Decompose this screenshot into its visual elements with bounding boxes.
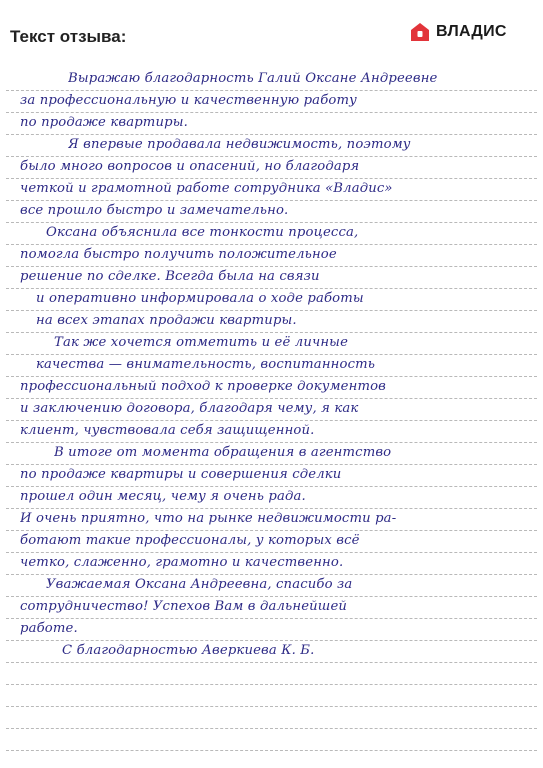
ruled-line <box>6 706 537 707</box>
review-line: все прошло быстро и замечательно. <box>20 203 289 218</box>
review-line: на всех этапах продажи квартиры. <box>36 313 297 328</box>
ruled-line <box>6 222 537 223</box>
logo-text: ВЛАДИС <box>436 23 507 40</box>
ruled-line <box>6 90 537 91</box>
review-line: и оперативно информировала о ходе работы <box>36 291 364 306</box>
ruled-line <box>6 420 537 421</box>
ruled-line <box>6 618 537 619</box>
ruled-line <box>6 750 537 751</box>
ruled-line <box>6 552 537 553</box>
review-line: и заключению договора, благодаря чему, я как <box>20 401 359 416</box>
signature-line: С благодарностью Аверкиева К. Б. <box>62 643 315 658</box>
ruled-line <box>6 376 537 377</box>
handwritten-review <box>6 55 537 768</box>
ruled-line <box>6 112 537 113</box>
ruled-line <box>6 310 537 311</box>
review-line: И очень приятно, что на рынке недвижимости ра- <box>20 511 397 526</box>
review-line: Оксана объяснила все тонкости процесса, <box>46 225 359 240</box>
ruled-line <box>6 200 537 201</box>
ruled-line <box>6 530 537 531</box>
ruled-line <box>6 508 537 509</box>
ruled-line <box>6 134 537 135</box>
review-line: четко, слаженно, грамотно и качественно. <box>20 555 344 570</box>
review-line: было много вопросов и опасений, но благодаря <box>20 159 360 174</box>
ruled-line <box>6 574 537 575</box>
review-line: Выражаю благодарность Галий Оксане Андреевне <box>68 71 438 86</box>
review-line: за профессиональную и качественную работу <box>20 93 357 108</box>
review-line: работе. <box>20 621 78 636</box>
ruled-line <box>6 486 537 487</box>
ruled-line <box>6 354 537 355</box>
ruled-line <box>6 156 537 157</box>
review-line: В итоге от момента обращения в агентство <box>54 445 392 460</box>
ruled-line <box>6 728 537 729</box>
ruled-line <box>6 178 537 179</box>
house-logo-icon <box>410 22 430 42</box>
review-line: Я впервые продавала недвижимость, поэтому <box>68 137 411 152</box>
ruled-line <box>6 244 537 245</box>
review-line: решение по сделке. Всегда была на связи <box>20 269 320 284</box>
ruled-line <box>6 662 537 663</box>
header-title: Текст отзыва: <box>10 27 127 46</box>
review-line: Так же хочется отметить и её личные <box>54 335 349 350</box>
ruled-line <box>6 398 537 399</box>
vladis-logo <box>410 22 507 42</box>
review-line: качества — внимательность, воспитанность <box>36 357 376 372</box>
review-line: по продаже квартиры. <box>20 115 188 130</box>
ruled-line <box>6 464 537 465</box>
ruled-line <box>6 684 537 685</box>
review-line: профессиональный подход к проверке документов <box>20 379 387 394</box>
ruled-line <box>6 596 537 597</box>
review-line: клиент, чувствовала себя защищенной. <box>20 423 315 438</box>
ruled-line <box>6 640 537 641</box>
review-line: Уважаемая Оксана Андреевна, спасибо за <box>46 577 353 592</box>
ruled-line <box>6 288 537 289</box>
review-line: прошел один месяц, чему я очень рада. <box>20 489 306 504</box>
ruled-line <box>6 442 537 443</box>
review-line: помогла быстро получить положительное <box>20 247 337 262</box>
ruled-line <box>6 266 537 267</box>
review-line: сотрудничество! Успехов Вам в дальнейшей <box>20 599 348 614</box>
review-line: четкой и грамотной работе сотрудника «Владис» <box>20 181 393 196</box>
review-line: ботают такие профессионалы, у которых всё <box>20 533 360 548</box>
review-line: по продаже квартиры и совершения сделки <box>20 467 342 482</box>
ruled-line <box>6 332 537 333</box>
